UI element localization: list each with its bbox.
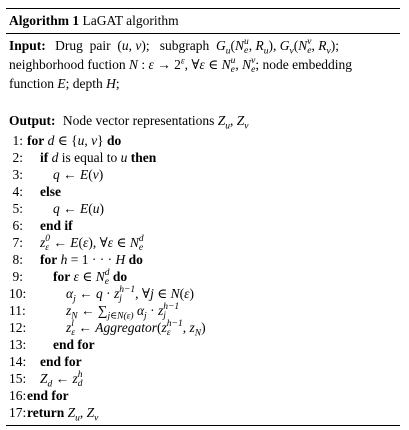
algo-line-9: 9: for ε ∈ N d e do [12, 267, 128, 287]
caption-title: LaGAT algorithm [82, 13, 179, 28]
algo-line-8: 8: for h = 1 · · · H do [12, 252, 143, 267]
algorithm-caption [9, 12, 179, 29]
input-label: Input: [9, 38, 46, 53]
bottom-rule [6, 425, 400, 426]
algo-line-5: 5: q ← E(u) [12, 201, 104, 216]
algo-line-3: 3: q ← E(v) [12, 167, 104, 182]
output-block: Output: Node vector representations $Z_u$, $Z_v$ [9, 113, 249, 132]
input-line-2: neighborhood fuction N : $\varepsilon \to 2^\varepsilon$, ∀ε ∈ N u e , N v e ; node embedding [9, 55, 353, 75]
algo-line-6: 6: end if [12, 218, 73, 233]
algo-line-11: 11: $z_N$ ← $\sum_{j\in N(\varepsilon)}$ $\alpha_j \cdot z$ h−1 j [9, 301, 180, 322]
output-label: Output: [9, 113, 56, 128]
top-rule [6, 8, 400, 9]
algo-line-2: 2: if d is equal to u then [12, 150, 157, 165]
input-line-1: Input: Drug pair (u, v); subgraph $G_u(N$ u e , $R_u$), $G_v(N$ v e , $R_v$); [9, 36, 339, 57]
algo-line-7: 7: z 0 ε ← E(ε), ∀ε ∈ N d e [12, 233, 144, 253]
algorithm-box [6, 8, 400, 427]
input-block [9, 37, 397, 93]
algo-line-10: 10: $\alpha_j$ ← q · z h−1 j , ∀j ∈ N(ε) [9, 284, 194, 305]
algo-line-14: 14: end for [9, 354, 82, 369]
algo-line-12: 12: z l ε ← Aggregator(z h−1 ε , $z_N$) [9, 318, 206, 339]
algo-line-1: 1: for d ∈ {u, v} do [12, 133, 122, 148]
algo-line-16: 16:end for [9, 388, 69, 403]
caption-rule [6, 33, 400, 34]
algo-line-17: 17:return $Z_u$, $Z_v$ [9, 405, 99, 424]
algo-line-13: 13: end for [9, 337, 95, 352]
algo-line-4: 4: else [12, 184, 61, 199]
input-line-3: function E; depth H; [9, 75, 120, 91]
caption-label: Algorithm 1 [9, 13, 80, 28]
algo-line-15: 15: $Z_d$ ← z h d [9, 369, 83, 390]
